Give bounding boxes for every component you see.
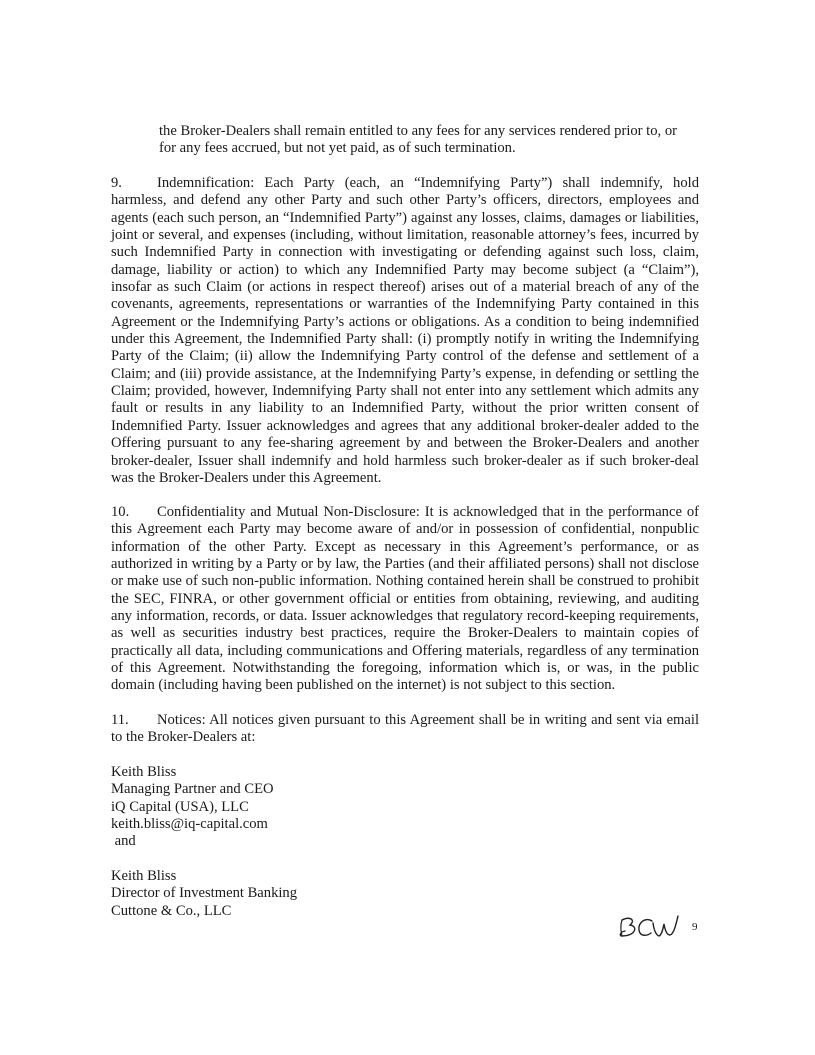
contact-email: keith.bliss@iq-capital.com [111, 816, 268, 833]
page-number: 9 [692, 921, 698, 933]
section-text: Indemnification: Each Party (each, an “Indemnifying Party”) shall indemnify, hold harmless, and defend any other Party and such other Party’s officers, directors, employees and agents (each such person, an “Indemnified Party”) against any losses, claims, damages or liabilities, joint or several, and expenses (including, without limitation, reasonable attorney’s fees, incurred by such Indemnified Party in connection with investigating or defending against such loss, claim, damage, liability or action) to which any Indemnified Party may become subject (a “Claim”), insofar as such Claim (or actions in respect thereof) arises out of a material breach of any of the covenants, agreements, representations or warranties of the Indemnifying Party contained in this Agreement or the Indemnifying Party’s actions or obligations. As a condition to being indemnified under this Agreement, the Indemnified Party shall: (i) promptly notify in writing the Indemnifying Party of the Claim; (ii) allow the Indemnifying Party control of the defense and settlement of a Claim; and (iii) provide assistance, at the Indemnifying Party’s expense, in defending or settling the Claim; provided, however, Indemnifying Party shall not enter into any settlement which admits any fault or results in any liability to an Indemnified Party, without the prior written consent of Indemnified Party. Issuer acknowledges and agrees that any additional broker-dealer added to the Offering pursuant to any fee-sharing agreement by and between the Broker-Dealers and another broker-dealer, Issuer shall indemnify and hold harmless such broker-dealer as if such broker-deal was the Broker-Dealers under this Agreement. [111, 175, 699, 486]
section-number: 10. [111, 504, 130, 520]
section-11-notices [111, 712, 699, 747]
section-number: 9. [111, 175, 122, 191]
continuation-paragraph [159, 123, 699, 158]
handwritten-initials-signature [616, 912, 688, 944]
contact-block-iq-capital [111, 764, 471, 851]
contact-company: Cuttone & Co., LLC [111, 902, 232, 919]
contact-company: iQ Capital (USA), LLC [111, 798, 249, 815]
conjunction-and: and [111, 833, 136, 850]
contact-title: Director of Investment Banking [111, 885, 298, 902]
contact-title: Managing Partner and CEO [111, 781, 274, 798]
section-10-confidentiality [111, 504, 699, 695]
contact-name: Keith Bliss [111, 868, 177, 884]
contact-block-cuttone [111, 868, 471, 920]
section-text: Confidentiality and Mutual Non-Disclosure: It is acknowledged that in the performance of this Agreement each Party may become aware of and/or in possession of confidential, nonpublic information of the other Party. Except as necessary in this Agreement’s performance, or as authorized in writing by a Party or by law, the Parties (and their affiliated persons) shall not disclose or make use of such non-public information. Nothing contained herein shall be construed to prohibit the SEC, FINRA, or other government official or entities from obtaining, reviewing, and auditing any information, records, or data. Issuer acknowledges that regulatory record-keeping requirements, as well as securities industry best practices, require the Broker-Dealers to maintain copies of practically all data, including communications and Offering materials, regardless of any termination of this Agreement. Notwithstanding the foregoing, information which is, or was, in the public domain (including having been published on the internet) is not subject to this section. [111, 504, 699, 694]
continuation-line: for any fees accrued, but not yet paid, as of such termination. [159, 140, 516, 157]
continuation-line: the Broker-Dealers shall remain entitled to any fees for any services rendered prior to, or [159, 123, 677, 139]
section-9-indemnification [111, 175, 699, 487]
section-number: 11. [111, 712, 129, 728]
contact-name: Keith Bliss [111, 764, 177, 780]
section-text: Notices: All notices given pursuant to this Agreement shall be in writing and sent via email to the Broker-Dealers at: [111, 712, 699, 746]
